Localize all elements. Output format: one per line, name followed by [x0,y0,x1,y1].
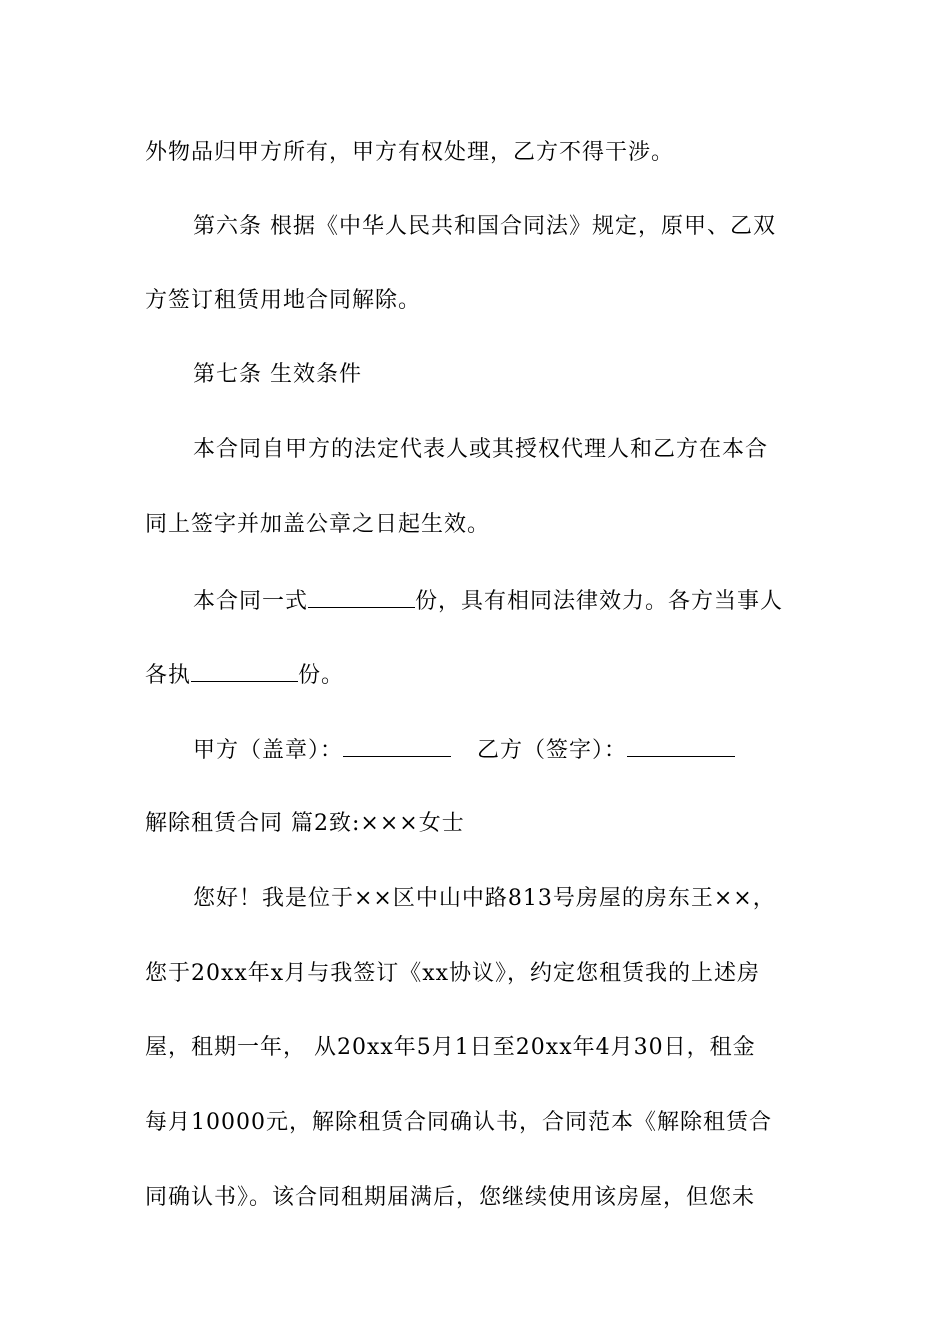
signature-line [193,734,873,766]
paragraph-line: 本合同自甲方的法定代表人或其授权代理人和乙方在本合 [193,437,769,462]
copies-count-blank [308,585,415,608]
paragraph-line: 您好！我是位于××区中山中路813号房屋的房东王××， [193,886,776,911]
party-b-signature-label: 乙方（签字）： [477,738,628,763]
paragraph-line: 同上签字并加盖公章之日起生效。 [145,512,491,537]
copies-line [193,585,873,617]
copies-text-after: 份，具有相同法律效力。各方当事人 [415,589,784,614]
party-a-seal-label: 甲方（盖章）： [193,738,344,763]
each-holds-count-blank [191,659,298,682]
paragraph-line: 方签订租赁用地合同解除。 [145,288,422,313]
each-holds-text-before: 各执 [145,663,192,688]
each-holds-text-after: 份。 [298,663,345,688]
paragraph-line: 同确认书》。该合同租期届满后，您继续使用该房屋，但您未 [145,1185,756,1210]
each-holds-line [145,659,825,691]
paragraph-line: 屋，租期一年， 从20xx年5月1日至20xx年4月30日，租金 [145,1035,756,1060]
paragraph-line: 外物品归甲方所有，甲方有权处理，乙方不得干涉。 [145,140,675,165]
paragraph-line: 每月10000元，解除租赁合同确认书，合同范本《解除租赁合 [145,1110,772,1135]
article-six-heading: 第六条 根据《中华人民共和国合同法》规定，原甲、乙双 [193,214,776,239]
section-heading: 解除租赁合同 篇2致:×××女士 [145,811,465,836]
paragraph-line: 您于20xx年x月与我签订《xx协议》，约定您租赁我的上述房 [145,961,761,986]
article-seven-heading: 第七条 生效条件 [193,362,362,387]
party-a-seal-blank [343,734,451,757]
party-b-signature-blank [627,734,735,757]
copies-text-before: 本合同一式 [193,589,309,614]
